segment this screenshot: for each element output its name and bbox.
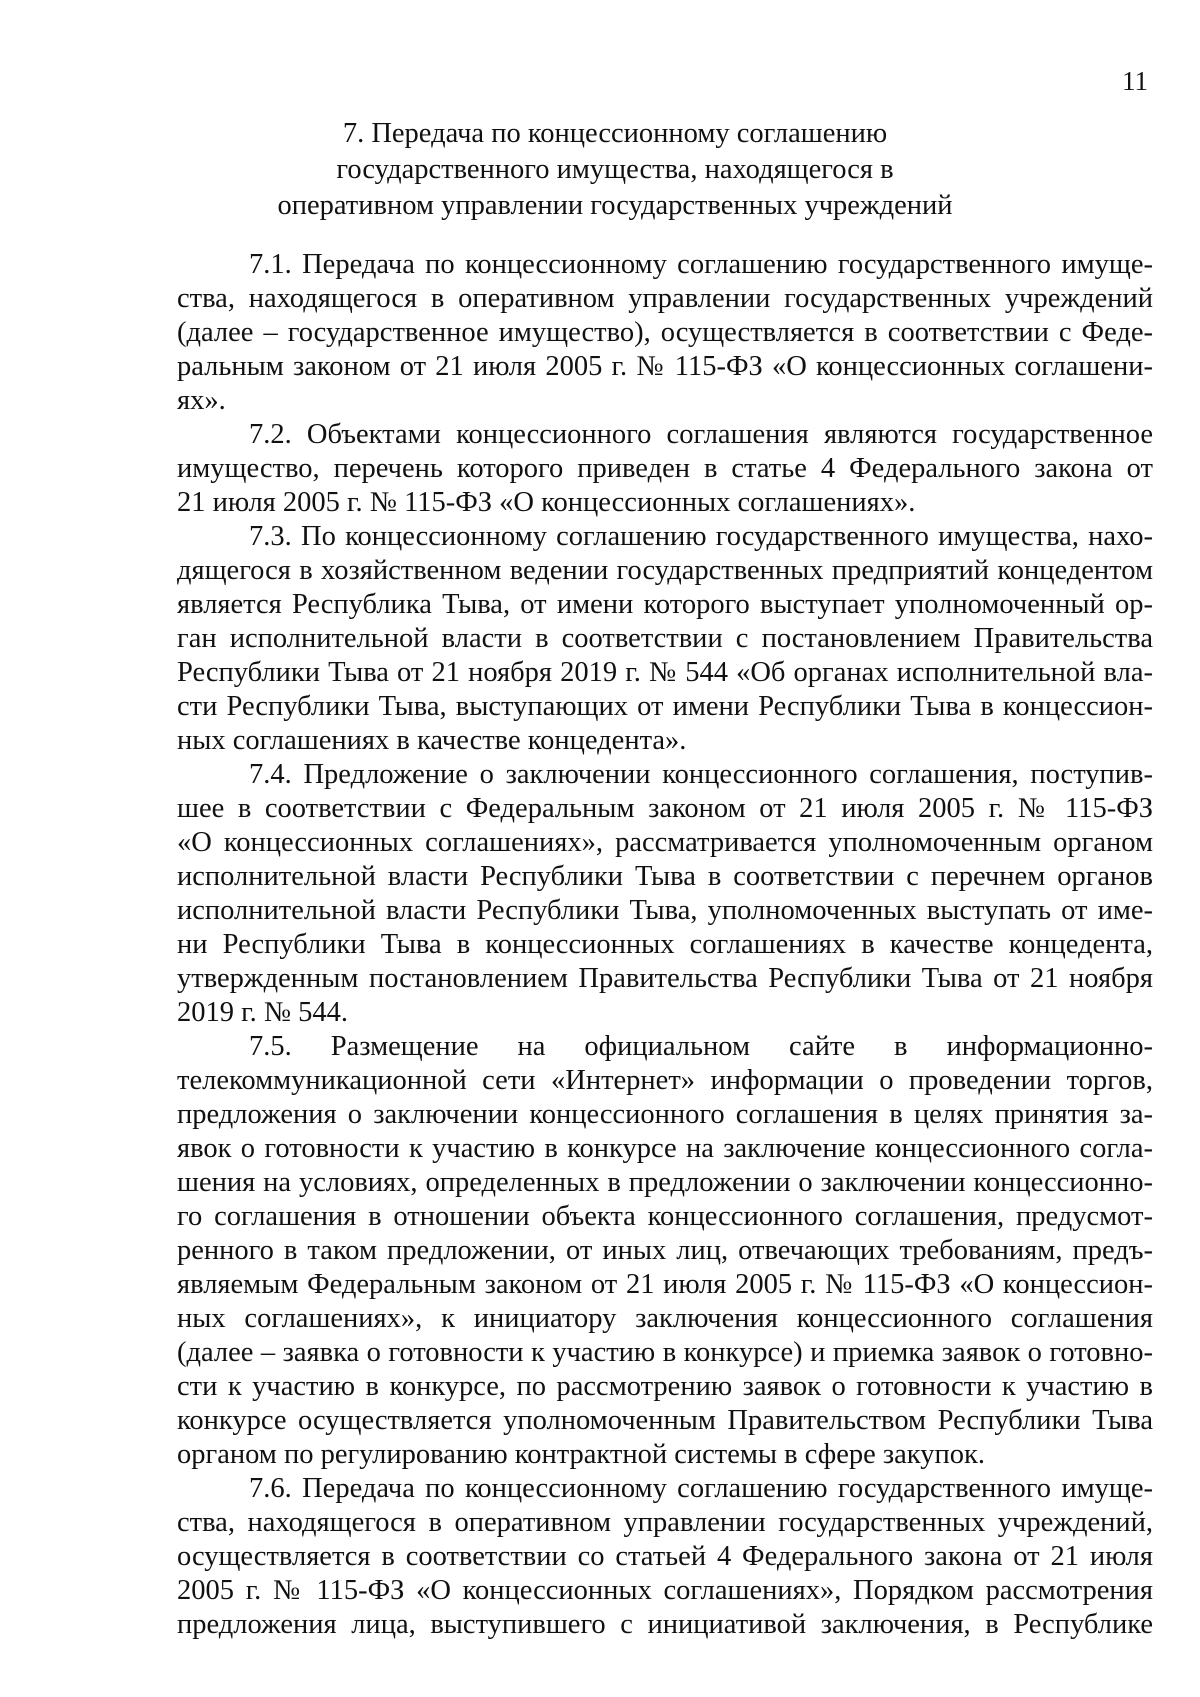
paragraph-line: шее в соответствии с Федеральным законом от 21 июля 2005 г. № 115-ФЗ bbox=[177, 793, 1153, 824]
paragraph-line: 7.2. Объектами концессионного соглашения являются государственное bbox=[249, 419, 1153, 450]
paragraph-line: ях». bbox=[177, 385, 226, 416]
page-number: 11 bbox=[1122, 66, 1148, 96]
paragraph-line: 2005 г. № 115-ФЗ «О концессионных соглашениях», Порядком рассмотрения bbox=[177, 1575, 1153, 1606]
paragraph-line: (далее – государственное имущество), осуществляется в соответствии с Феде- bbox=[177, 317, 1153, 348]
paragraph-line: ральным законом от 21 июля 2005 г. № 115-ФЗ «О концессионных соглашени- bbox=[177, 351, 1153, 382]
paragraph-line: исполнительной власти Республики Тыва, уполномоченных выступать от име- bbox=[177, 895, 1153, 926]
paragraph-line: явок о готовности к участию в конкурсе на заключение концессионного согла- bbox=[177, 1133, 1153, 1164]
paragraph-line: 7.4. Предложение о заключении концессионного соглашения, поступив- bbox=[249, 759, 1153, 790]
paragraph-line: предложения лица, выступившего с инициативой заключения, в Республике bbox=[177, 1609, 1153, 1640]
paragraph-line: являемым Федеральным законом от 21 июля 2005 г. № 115-ФЗ «О концессион- bbox=[177, 1269, 1153, 1300]
paragraph-6 bbox=[177, 1472, 1153, 1642]
paragraph-line: сти Республики Тыва, выступающих от имени Республики Тыва в концессион- bbox=[177, 691, 1153, 722]
paragraph-line: 2019 г. № 544. bbox=[177, 997, 349, 1028]
heading-line: 7. Передача по концессионному соглашению bbox=[342, 118, 888, 149]
paragraph-line: ства, находящегося в оперативном управлении государственных учреждений, bbox=[177, 1507, 1153, 1538]
paragraph-line: имущество, перечень которого приведен в статье 4 Федерального закона от bbox=[177, 453, 1153, 484]
paragraph-2 bbox=[177, 418, 1153, 520]
paragraph-line: ни Республики Тыва в концессионных соглашениях в качестве концедента, bbox=[177, 929, 1153, 960]
paragraph-line: ренного в таком предложении, от иных лиц, отвечающих требованиям, предъ- bbox=[177, 1235, 1153, 1266]
paragraph-line: шения на условиях, определенных в предложении о заключении концессионно- bbox=[177, 1167, 1153, 1198]
paragraph-line: 21 июля 2005 г. № 115-ФЗ «О концессионных соглашениях». bbox=[177, 487, 916, 518]
paragraph-line: ства, находящегося в оперативном управлении государственных учреждений bbox=[177, 283, 1153, 314]
paragraph-5 bbox=[177, 1030, 1153, 1472]
paragraph-line: Республики Тыва от 21 ноября 2019 г. № 544 «Об органах исполнительной вла- bbox=[177, 657, 1153, 688]
paragraph-line: дящегося в хозяйственном ведении государственных предприятий концедентом bbox=[177, 555, 1153, 586]
paragraph-line: 7.6. Передача по концессионному соглашению государственного имуще- bbox=[249, 1473, 1153, 1504]
heading-line: оперативном управлении государственных учреждений bbox=[277, 190, 953, 221]
paragraph-line: исполнительной власти Республики Тыва в соответствии с перечнем органов bbox=[177, 861, 1153, 892]
paragraph-1 bbox=[177, 248, 1153, 418]
paragraph-line: 7.1. Передача по концессионному соглашению государственного имуще- bbox=[249, 249, 1153, 280]
paragraph-line: ных соглашениях», к инициатору заключения концессионного соглашения bbox=[177, 1303, 1153, 1334]
paragraph-line: 7.5. Размещение на официальном сайте в информационно- bbox=[249, 1031, 1153, 1062]
paragraph-line: осуществляется в соответствии со статьей 4 Федерального закона от 21 июля bbox=[177, 1541, 1153, 1572]
section-heading bbox=[150, 116, 1080, 224]
paragraph-line: предложения о заключении концессионного соглашения в целях принятия за- bbox=[177, 1099, 1153, 1130]
body-text bbox=[177, 248, 1153, 1642]
paragraph-3 bbox=[177, 520, 1153, 758]
paragraph-line: сти к участию в конкурсе, по рассмотрению заявок о готовности к участию в bbox=[177, 1371, 1153, 1402]
paragraph-line: утвержденным постановлением Правительства Республики Тыва от 21 ноября bbox=[177, 963, 1153, 994]
heading-line: государственного имущества, находящегося в bbox=[336, 154, 894, 185]
paragraph-line: органом по регулированию контрактной системы в сфере закупок. bbox=[177, 1439, 985, 1470]
paragraph-line: 7.3. По концессионному соглашению государственного имущества, нахо- bbox=[249, 521, 1153, 552]
paragraph-4 bbox=[177, 758, 1153, 1030]
paragraph-line: ган исполнительной власти в соответствии с постановлением Правительства bbox=[177, 623, 1153, 654]
paragraph-line: го соглашения в отношении объекта концессионного соглашения, предусмот- bbox=[177, 1201, 1153, 1232]
paragraph-line: ных соглашениях в качестве концедента». bbox=[177, 725, 687, 756]
paragraph-line: телекоммуникационной сети «Интернет» информации о проведении торгов, bbox=[177, 1065, 1153, 1096]
paragraph-line: «О концессионных соглашениях», рассматривается уполномоченным органом bbox=[177, 827, 1153, 858]
paragraph-line: (далее – заявка о готовности к участию в конкурсе) и приемка заявок о готовно- bbox=[177, 1337, 1153, 1368]
paragraph-line: конкурсе осуществляется уполномоченным Правительством Республики Тыва bbox=[177, 1405, 1153, 1436]
paragraph-line: является Республика Тыва, от имени которого выступает уполномоченный ор- bbox=[177, 589, 1153, 620]
